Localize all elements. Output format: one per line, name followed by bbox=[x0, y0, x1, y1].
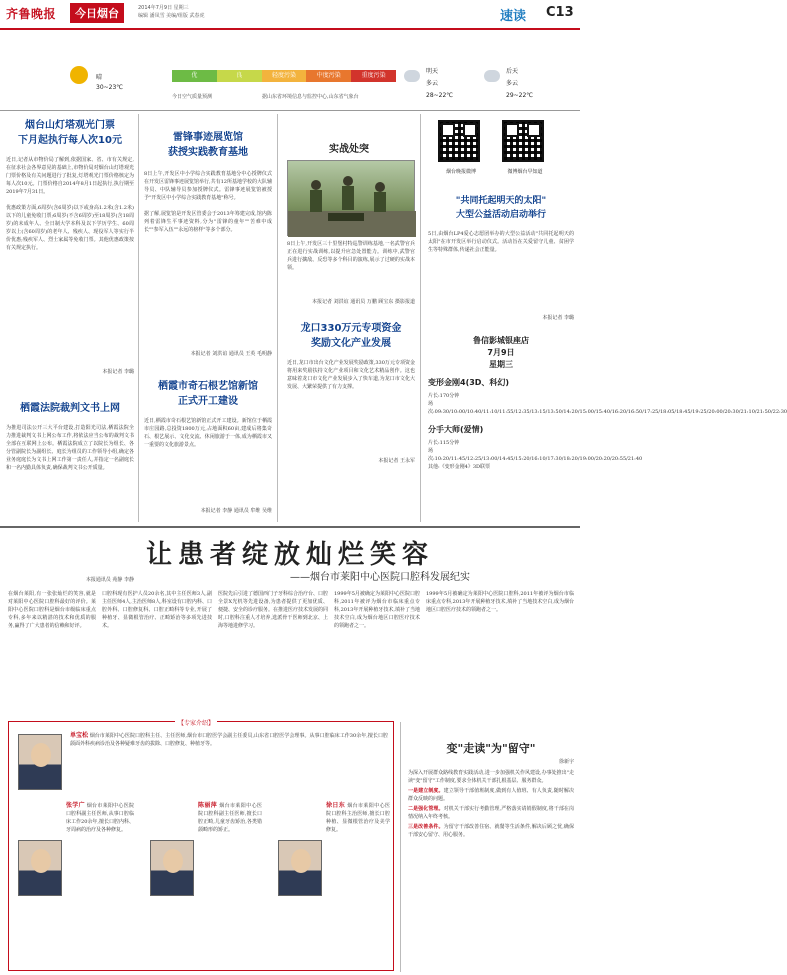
column-divider bbox=[400, 722, 401, 972]
expert-portrait bbox=[278, 840, 322, 896]
article-headline: 栖霞市奇石根艺馆新馆 正式开工建设 bbox=[158, 381, 258, 407]
expert-name: 单宝松 bbox=[70, 732, 89, 739]
feature-paragraph: 口腔科现有医护人员20余名,其中主任医师3人,副主任医师4人,主治医师8人,科室设有口腔内科、口腔外科、口腔修复科、口腔正畸科等专业,开展了种植牙、显微根管治疗、正畸矫治等多项先进技术。 bbox=[102, 591, 212, 629]
photo-title: 实战处突 bbox=[329, 144, 369, 155]
article-body: 5日,由烟台LP4爱心志愿团举办的大型公益活动"共同托起明天的太阳"在市开发区举行启动仪式。活动旨在关爱留守儿童、贫困学生等特殊群体,传递社会正能量。 bbox=[428, 231, 574, 253]
point-text: 为留守干部改善住宿、就餐等生活条件,解决后顾之忧,确保干部安心留守、用心服务。 bbox=[408, 824, 574, 838]
after-tomorrow-forecast bbox=[506, 66, 533, 102]
after-temp: 29~22℃ bbox=[506, 92, 534, 99]
cloud-icon bbox=[484, 70, 500, 82]
qr-code-icon[interactable] bbox=[502, 120, 544, 162]
channel-label: 速读 bbox=[500, 9, 527, 24]
divider bbox=[0, 110, 580, 111]
commentary-point bbox=[408, 823, 574, 839]
editor-credits: 编辑 潘凤雪 美编/组版 武春虎 bbox=[138, 13, 205, 19]
article-byline: 本报记者 李璐 bbox=[102, 369, 134, 375]
expert-portrait bbox=[18, 840, 62, 896]
article-byline: 本报通讯员 苑静 李静 bbox=[85, 577, 134, 583]
column-3 bbox=[283, 140, 415, 155]
expert-portrait bbox=[150, 840, 194, 896]
point-heading: 三是改善条件。 bbox=[408, 824, 444, 830]
expert-portrait bbox=[18, 734, 62, 790]
column-divider bbox=[138, 114, 139, 522]
expert-description: 烟台市莱阳中心医院口腔科主任、主任医师,烟台市口腔医学会副主任委员,山东省口腔医学会理事。从事口腔临床工作30余年,擅长口腔颌面外科疾病诊治及各种疑难牙齿的拔除、口腔修复、种植牙等。 bbox=[70, 733, 388, 747]
expert-bio bbox=[70, 732, 388, 796]
weather-source: 据山东省环境信息与监控中心,山东省气象台 bbox=[262, 94, 359, 100]
article-byline: 本报记者 李璐 bbox=[542, 315, 574, 321]
point-text: 建立领导干部值班制度,做到有人值班、有人负责,随时解决群众反映的问题。 bbox=[408, 788, 574, 802]
tomorrow-desc: 多云 bbox=[426, 80, 439, 87]
movie-title: 变形金刚4(3D、科幻) bbox=[428, 378, 510, 387]
feature-paragraph: 在烟台莱阳,有一张张灿烂的笑容,就是对莱阳中心医院口腔科最好的评价。莱阳中心医院口腔科是烟台市级临床重点专科,多年来以精湛的技术和优质的服务,赢得了广大患者的信赖和好评。 bbox=[8, 591, 96, 629]
article-headline: 烟台山灯塔观光门票 下月起执行每人次10元 bbox=[18, 120, 122, 146]
sun-icon bbox=[70, 66, 88, 84]
qr-label: 微博烟台早知道 bbox=[507, 169, 543, 175]
tomorrow-temp: 28~22℃ bbox=[426, 92, 454, 99]
movie-ticket-note: 其他:《变形金刚4》3D联票 bbox=[428, 464, 491, 470]
photo-byline: 本报记者 刘洪谊 通讯员 万鹏 顾宝东 摄影报道 bbox=[312, 299, 415, 305]
aqi-level: 优 bbox=[172, 70, 217, 82]
aqi-level: 中度污染 bbox=[306, 70, 351, 82]
article-body: 近日,龙口市出台文化产业发展奖励政策,330万元专项资金将用来奖励扶持文化产业项目和文化艺术精品创作。这也意味着龙口市文化产业发展步入了快车道,为龙口市文化大发展、大繁荣提供了有力支撑。 bbox=[287, 360, 415, 390]
column-2 bbox=[144, 130, 272, 514]
commentary-point bbox=[408, 787, 574, 803]
article-body: 为推进司法公开三大平台建设,打造阳光司法,栖霞法院全力推进裁判文书上网公布工作,将依法应当公布的裁判文书全部在互联网上公布。栖霞法院成立了以院长为组长、各分管副院长为副组长、庭长为组员的工作领导小组,确定各业务庭庭长为文书上网工作第一责任人,并指定一名副庭长和一名内勤具体负责,确保裁判文书公开质量。 bbox=[6, 425, 134, 471]
feature-subtitle: ——烟台市莱阳中心医院口腔科发展纪实 bbox=[290, 572, 470, 583]
point-heading: 一是建立制度。 bbox=[408, 788, 444, 794]
qr-label: 烟台晚报微博 bbox=[445, 169, 476, 175]
movie-title: 分手大师(爱情) bbox=[428, 425, 484, 434]
cinema-weekday: 星期三 bbox=[489, 360, 513, 369]
expert-description: 烟台市莱阳中心医院口腔科主治医师,擅长口腔种植、显微根管治疗及美学修复。 bbox=[326, 803, 390, 833]
commentary-paragraph: 为深入开展群众路线教育实践活动,进一步加强机关作风建设,办事处推出"走读"变"留守"工作制度,要求全体机关干部扎根基层、服务群众。 bbox=[408, 770, 574, 784]
cinema-header bbox=[428, 335, 574, 371]
photo-caption: 8日上午,开发区三十里堡村特巡警训练基地,一名武警官兵正在进行实战训练,以提升应急处置能力。训练中,武警官兵进行擒敌、反恐等多个科目的演练,展示了过硬的实战本领。 bbox=[287, 241, 415, 271]
newspaper-logo: 齐鲁晚报 bbox=[6, 7, 57, 21]
soldiers-image bbox=[288, 161, 416, 237]
aqi-level: 轻度污染 bbox=[262, 70, 307, 82]
feature-paragraph: 医院先后引进了德国西门子牙科综合治疗台、口腔全景X光机等先进设备,为患者提供了更加优质、便捷、安全的诊疗服务。在推进医疗技术发展的同时,口腔科注重人才培养,选派骨干医师到北京、上海等地进修学习。 bbox=[218, 591, 329, 629]
section-divider bbox=[0, 526, 580, 528]
article-headline: 雷锋事迹展览馆 获授实践教育基地 bbox=[168, 132, 248, 158]
page-number: C13 bbox=[546, 5, 574, 20]
issue-date: 2014年7月9日 星期三 bbox=[138, 5, 189, 11]
after-desc: 多云 bbox=[506, 80, 519, 87]
expert-name: 徐日东 bbox=[326, 802, 346, 809]
tomorrow-forecast bbox=[426, 66, 453, 102]
commentary-point bbox=[408, 805, 574, 821]
column-1 bbox=[6, 118, 134, 583]
cloud-icon bbox=[404, 70, 420, 82]
article-body: 近日,记者从市物价局了解到,依据国家、省、市有关规定,在征求社会各界意见的基础上,市物价局对烟台山灯塔观光门票价格及有关问题进行了批复,灯塔观光门票价格核定为每人次10元。门票价格自2014年8月1日起执行,执行期至2019年7月31日。 优惠政策方面,6周岁(含6周岁)以下或身高1.2米(含1.2米)以下的儿童免收门票;6周岁(不含6周岁)至18周岁(含18周岁)的未成年人、全日制大学本科及以下学历学生、60周岁以上(含60周岁)的老年人、残疾人、现役军人等实行半价优惠;残疾军人、烈士家属等免收门票。其他优惠政策按有关规定执行。 bbox=[6, 157, 134, 251]
article-byline: 本报记者 刘洪谊 通讯员 王英 毛明静 bbox=[190, 351, 272, 357]
expert-bio bbox=[66, 802, 134, 964]
point-heading: 二是强化管理。 bbox=[408, 806, 444, 812]
aqi-scale bbox=[172, 70, 396, 82]
feature-paragraph: 1999年5月被确定为莱阳中心医院口腔科,2011年被评为烟台市临床重点专科,2013年开展种植牙技术,填补了当地技术空白,成为烟台地区口腔医疗技术的领跑者之一。 bbox=[334, 591, 420, 629]
today-weather: 晴 bbox=[96, 74, 103, 81]
article-headline: "共同托起明天的太阳" 大型公益活动启动举行 bbox=[455, 196, 547, 220]
today-temperature: 30~23℃ bbox=[96, 84, 124, 91]
cinema-name: 鲁信影城银座店 bbox=[473, 336, 529, 345]
commentary-author: 徐新宇 bbox=[558, 759, 574, 765]
column-divider bbox=[420, 114, 421, 522]
aqi-level: 重度污染 bbox=[351, 70, 396, 82]
after-label: 后天 bbox=[506, 68, 519, 75]
feature-title: 让患者绽放灿烂笑容 bbox=[145, 540, 434, 570]
section-title: 今日烟台 bbox=[70, 3, 124, 23]
aqi-level: 良 bbox=[217, 70, 262, 82]
article-body: 8日上午,开发区中小学综合实践教育基地分中心授牌仪式在开发区雷锋事迹展览馆举行,共有12所基地学校的大队辅导员、中队辅导员参加授牌仪式。雷锋事迹展览馆被授予"开发区中小学综合实践教育基地"称号。 据了解,展览馆是开发区管委会于2013年筹建完成,馆内陈列着雷锋生平事迹资料,分为"雷锋的童年""苦难中成长""参军入伍""永远的榜样"等多个部分。 bbox=[144, 171, 272, 233]
expert-description: 烟台市莱阳中心医院口腔科副主任医师,从事口腔临床工作20余年,擅长口腔内科、牙周病的治疗及各种修复。 bbox=[66, 803, 134, 833]
cinema-date: 7月9日 bbox=[487, 348, 515, 357]
expert-bio bbox=[326, 802, 390, 964]
aqi-forecast-label: 今日空气质量预测 bbox=[172, 94, 213, 100]
expert-bio bbox=[198, 802, 262, 964]
training-photo bbox=[287, 160, 415, 236]
expert-name: 张学广 bbox=[66, 802, 85, 809]
movie-length: 片长:170分钟 bbox=[428, 393, 460, 399]
article-body: 近日,栖霞市奇石根艺馆新馆正式开工建设。新馆位于栖霞市庄园路,总投资1800万元,占地面积60亩,建成后将集奇石、根艺展示、文化交流、休闲旅游于一体,成为栖霞市又一重要的文化旅游景点。 bbox=[144, 418, 272, 448]
column-3-text bbox=[287, 240, 415, 464]
qr-code-icon[interactable] bbox=[438, 120, 480, 162]
expert-tag: 【专家介绍】 bbox=[175, 718, 217, 727]
feature-paragraph: 1999年5月被确定为莱阳中心医院口腔科,2011年被评为烟台市临床重点专科,2013年开展种植牙技术,填补了当地技术空白,成为烟台地区口腔医疗技术的领跑者之一。 bbox=[426, 591, 574, 613]
expert-description: 烟台市莱阳中心医院口腔科副主任医师,擅长口腔正畸,儿童牙齿矫治,各类错颌畸形的矫正。 bbox=[198, 803, 262, 833]
article-headline: 栖霞法院裁判文书上网 bbox=[20, 403, 120, 414]
masthead bbox=[0, 0, 580, 30]
movie-length: 片长:115分钟 bbox=[428, 440, 460, 446]
tomorrow-label: 明天 bbox=[426, 68, 439, 75]
column-divider bbox=[277, 114, 278, 522]
article-byline: 本报记者 李静 通讯员 牟维 吴维 bbox=[200, 508, 272, 514]
movie-showtimes: 场次:10:20/11:45/12:25/13:00/14:45/15:20/16:10/17:30/18:20/19:00/20:20/20:55/21:40 bbox=[428, 448, 643, 462]
article-headline: 龙口330万元专项资金 奖励文化产业发展 bbox=[300, 323, 402, 349]
commentary-headline: 变"走读"为"留守" bbox=[446, 742, 536, 755]
commentary-column bbox=[408, 740, 574, 839]
article-byline: 本报记者 王永军 bbox=[378, 458, 415, 464]
expert-name: 陈丽萍 bbox=[198, 802, 218, 809]
movie-showtimes: 场次:09:30/10:00/10:40/11:10/11:55/12:35/13:15/13:50/14:20/15:00/15:40/16:20/16:50/17:25/18:05/18:45/19:25/20:00/20:30/21:10/21:50/22:30 bbox=[428, 401, 787, 415]
column-4 bbox=[428, 194, 787, 471]
point-text: 对机关干部实行考勤管理,严格落实请销假制度,将干部在岗情况纳入年终考核。 bbox=[408, 806, 574, 820]
issue-info bbox=[138, 4, 204, 20]
